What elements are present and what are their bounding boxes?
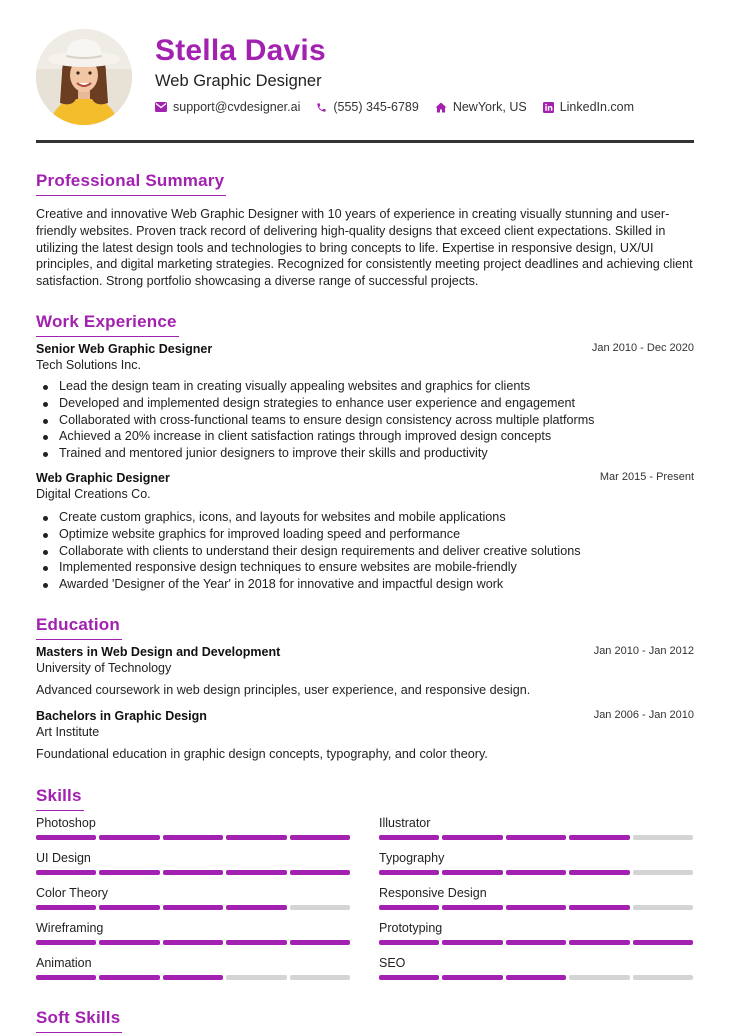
bullet-item: Achieved a 20% increase in client satisfaction ratings through improved design concepts [36,428,694,445]
bullet-item: Trained and mentored junior designers to improve their skills and productivity [36,445,694,462]
skill-level-segment-filled [379,975,439,980]
skill-level-segment-filled [506,940,566,945]
skill-item [36,956,350,980]
skill-level-segment-filled [99,835,159,840]
bullet-item: Create custom graphics, icons, and layouts for websites and mobile applications [36,509,694,526]
skill-level-segment-filled [226,905,286,910]
skill-level-segment-empty [633,870,693,875]
skill-level-segment-filled [379,940,439,945]
skill-item [36,851,350,875]
job-entry [36,471,694,501]
email-text: support@cvdesigner.ai [173,100,301,114]
skill-level-segment-filled [442,940,502,945]
skills-heading: Skills [36,786,82,808]
skill-level-segment-filled [442,870,502,875]
skill-level-segment-filled [36,975,96,980]
home-icon [435,102,447,113]
avatar [36,29,132,125]
skill-level-segment-filled [569,870,629,875]
skill-level-segment-filled [226,870,286,875]
skill-level-segment-empty [226,975,286,980]
skill-level-bar [36,940,350,945]
job-entry [36,342,694,372]
skill-level-segment-empty [633,905,693,910]
candidate-name: Stella Davis [155,34,326,67]
degree: Bachelors in Graphic Design [36,709,207,723]
skill-level-segment-filled [163,940,223,945]
skill-level-segment-filled [99,905,159,910]
location-text: NewYork, US [452,100,527,114]
job-dates: Jan 2010 - Dec 2020 [591,342,694,354]
skill-level-segment-empty [290,975,350,980]
job-bullets [36,378,694,462]
candidate-title: Web Graphic Designer [155,72,322,90]
skill-level-bar [36,870,350,875]
contact-location [435,100,527,114]
phone-icon [316,102,327,113]
skill-name: Wireframing [36,921,104,935]
summary-text: Creative and innovative Web Graphic Designer with 10 years of experience in creating visually stunning and user-friendly websites. Proven track record of delivering high-quality designs that exceed client expectations. Skilled in utilizing the latest design tools and technologies to bring concepts to life. Expertise in responsive design, UX/UI principles, and digital marketing strategies. Recognized for consistently meeting project deadlines and achieving client satisfaction. Strong portfolio showcasing a diverse range of successful projects. [36,207,693,289]
job-company: Digital Creations Co. [36,487,151,501]
skill-level-segment-empty [290,905,350,910]
skill-level-segment-filled [569,940,629,945]
skill-level-segment-filled [163,870,223,875]
skill-level-segment-filled [290,870,350,875]
skill-name: SEO [379,956,406,970]
bullet-item: Developed and implemented design strategies to enhance user experience and engagement [36,395,694,412]
skill-level-segment-filled [99,975,159,980]
skill-level-segment-filled [569,905,629,910]
skill-level-segment-filled [163,975,223,980]
skill-level-bar [379,905,693,910]
skill-level-segment-filled [36,835,96,840]
job-dates: Mar 2015 - Present [599,471,694,483]
profile-photo [36,29,132,125]
skill-level-segment-empty [569,975,629,980]
bullet-item: Awarded 'Designer of the Year' in 2018 for innovative and impactful design work [36,576,694,593]
job-company: Tech Solutions Inc. [36,358,141,372]
bullet-item: Collaborated with cross-functional teams to ensure design consistency across multiple platforms [36,412,694,429]
skill-level-segment-filled [633,940,693,945]
skill-name: Prototyping [379,921,443,935]
education-description: Advanced coursework in web design principles, user experience, and responsive design. [36,683,531,697]
skill-level-segment-filled [569,835,629,840]
education-entry [36,709,694,739]
education-dates: Jan 2010 - Jan 2012 [593,645,694,657]
skill-level-segment-filled [226,940,286,945]
skill-name: Responsive Design [379,886,487,900]
bullet-item: Optimize website graphics for improved loading speed and performance [36,526,694,543]
skill-item [379,816,693,840]
skill-level-segment-filled [290,835,350,840]
contact-row [155,100,634,114]
skill-level-bar [379,940,693,945]
contact-linkedin[interactable] [543,100,634,114]
job-title: Web Graphic Designer [36,471,170,485]
skill-item [379,921,693,945]
skill-level-bar [36,975,350,980]
skill-name: Typography [379,851,445,865]
skill-level-segment-filled [290,940,350,945]
skill-level-segment-filled [442,835,502,840]
skill-item [36,816,350,840]
skill-name: Color Theory [36,886,109,900]
education-description: Foundational education in graphic design concepts, typography, and color theory. [36,747,488,761]
envelope-icon [155,102,167,112]
skill-level-segment-filled [36,870,96,875]
skill-name: Animation [36,956,92,970]
summary-heading: Professional Summary [36,171,224,193]
bullet-item: Collaborate with clients to understand their design requirements and deliver creative solutions [36,543,694,560]
header-divider [36,140,694,143]
skill-level-segment-filled [379,835,439,840]
linkedin-icon [543,102,554,113]
skill-level-segment-filled [163,905,223,910]
skill-level-segment-filled [506,870,566,875]
phone-text: (555) 345-6789 [333,100,419,114]
school: University of Technology [36,661,172,675]
skill-level-segment-filled [506,835,566,840]
education-heading: Education [36,615,120,637]
skill-level-segment-filled [506,905,566,910]
skill-name: UI Design [36,851,91,865]
skill-item [379,886,693,910]
soft-skills-heading: Soft Skills [36,1008,120,1030]
skill-level-bar [36,835,350,840]
skill-level-segment-empty [633,975,693,980]
skill-level-bar [379,975,693,980]
skill-level-segment-filled [99,940,159,945]
skill-level-segment-filled [163,835,223,840]
skill-level-segment-filled [379,870,439,875]
skill-level-bar [379,835,693,840]
skill-level-segment-filled [99,870,159,875]
skill-level-segment-filled [506,975,566,980]
skill-level-segment-empty [633,835,693,840]
skill-level-segment-filled [36,940,96,945]
education-dates: Jan 2006 - Jan 2010 [593,709,694,721]
bullet-item: Implemented responsive design techniques to ensure websites are mobile-friendly [36,559,694,576]
skill-name: Photoshop [36,816,96,830]
skill-level-segment-filled [36,905,96,910]
skill-level-segment-filled [379,905,439,910]
skill-item [36,921,350,945]
skill-item [36,886,350,910]
skill-item [379,851,693,875]
experience-heading: Work Experience [36,312,177,334]
education-entry [36,645,694,675]
degree: Masters in Web Design and Development [36,645,281,659]
skill-level-segment-filled [226,835,286,840]
contact-phone[interactable] [316,100,418,114]
job-title: Senior Web Graphic Designer [36,342,213,356]
skill-level-segment-filled [442,975,502,980]
skill-level-bar [379,870,693,875]
linkedin-text: LinkedIn.com [559,100,635,114]
skill-level-bar [36,905,350,910]
skill-level-segment-filled [442,905,502,910]
school: Art Institute [36,725,100,739]
job-bullets [36,509,694,593]
contact-email[interactable] [155,100,300,114]
bullet-item: Lead the design team in creating visually appealing websites and graphics for clients [36,378,694,395]
skill-item [379,956,693,980]
skill-name: Illustrator [379,816,431,830]
